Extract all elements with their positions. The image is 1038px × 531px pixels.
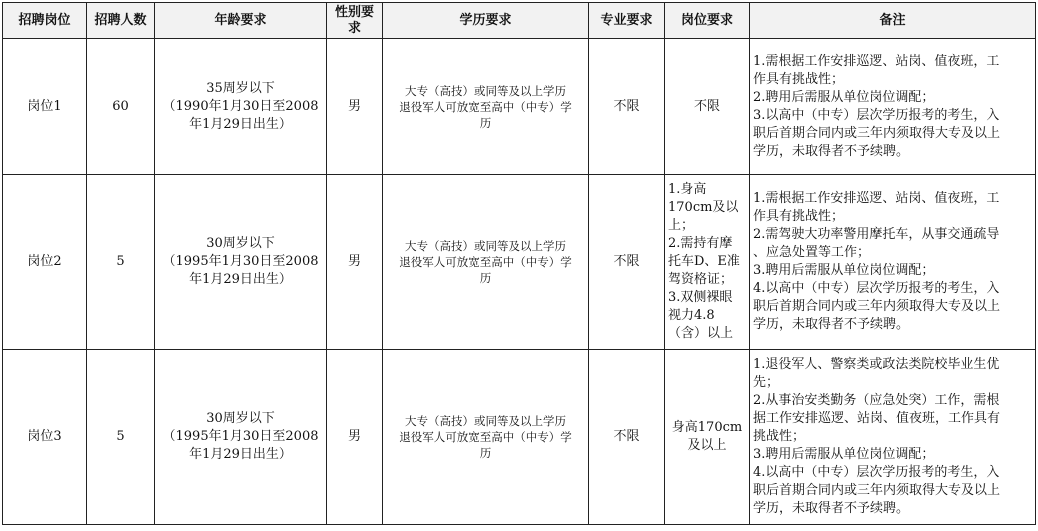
job-req-line: 170cm及以 xyxy=(668,200,739,215)
note-line: 作具有挑战性； xyxy=(753,71,845,87)
note-line: 1.需根据工作安排巡逻、站岗、值夜班，工 xyxy=(753,53,1000,69)
note-line: 据工作安排巡逻、站岗、值夜班，工作具有 xyxy=(753,411,1001,426)
age-line: 年1月29日出生） xyxy=(189,116,292,132)
cell-gender: 男 xyxy=(327,350,383,525)
age-line: （1990年1月30日至2008 xyxy=(162,98,319,114)
job-req-line: 3.双侧裸眼 xyxy=(668,290,733,305)
note-line: 1.需根据工作安排巡逻、站岗、值夜班，工 xyxy=(753,191,1000,206)
note-line: 学历，未取得者不予续聘。 xyxy=(753,501,910,516)
table-row xyxy=(3,350,1036,525)
cell-education xyxy=(383,350,589,525)
note-line: 学历，未取得者不予续聘。 xyxy=(753,317,910,332)
cell-job-requirements xyxy=(665,39,750,175)
note-line: 3.以高中（中专）层次学历报考的考生，入 xyxy=(753,107,1000,123)
cell-position: 岗位2 xyxy=(3,175,87,350)
header-notes: 备注 xyxy=(750,3,1036,39)
job-req-line: 身高170cm xyxy=(671,420,743,435)
job-req-line: 视力4.8 xyxy=(668,308,715,323)
note-line: 2.需驾驶大功率警用摩托车，从事交通疏导 xyxy=(753,227,1000,242)
age-line: 35周岁以下 xyxy=(206,80,275,96)
header-job-requirements: 岗位要求 xyxy=(665,3,750,39)
age-line: （1995年1月30日至2008 xyxy=(162,254,319,269)
note-line: 1.退役军人、警察类或政法类院校毕业生优 xyxy=(753,357,1000,372)
header-row xyxy=(3,3,1036,39)
note-line: 职后首期合同内或三年内须取得大专及以上 xyxy=(753,125,1001,141)
header-count: 招聘人数 xyxy=(87,3,155,39)
job-req-line: 驾资格证； xyxy=(668,272,734,287)
cell-notes xyxy=(750,175,1036,350)
job-req-line: 1.身高 xyxy=(668,182,707,197)
cell-age xyxy=(155,175,327,350)
note-line: 先； xyxy=(753,375,780,390)
cell-age xyxy=(155,39,327,175)
age-line: 30周岁以下 xyxy=(206,236,275,251)
note-line: 2.聘用后需服从单位岗位调配； xyxy=(753,89,935,105)
cell-count: 60 xyxy=(87,39,155,175)
recruitment-table xyxy=(2,2,1036,525)
note-line: 、应急处置等工作； xyxy=(753,245,871,260)
header-age: 年龄要求 xyxy=(155,3,327,39)
job-req-line: 上； xyxy=(668,218,695,233)
cell-count: 5 xyxy=(87,350,155,525)
note-line: 挑战性； xyxy=(753,429,806,444)
age-line: 年1月29日出生） xyxy=(189,272,292,287)
cell-notes xyxy=(750,39,1036,175)
job-req-line: 及以上 xyxy=(687,438,727,453)
note-line: 4.以高中（中专）层次学历报考的考生，入 xyxy=(753,465,1000,480)
cell-gender: 男 xyxy=(327,39,383,175)
job-req-line: 2.需持有摩 xyxy=(668,236,733,251)
education-line: 大专（高技）或同等及以上学历 xyxy=(405,83,566,98)
header-gender: 性别要求 xyxy=(327,3,383,39)
note-line: 3.聘用后需服从单位岗位调配； xyxy=(753,447,935,462)
cell-gender: 男 xyxy=(327,175,383,350)
header-education: 学历要求 xyxy=(383,3,589,39)
job-req-line: 托车D、E准 xyxy=(668,254,740,269)
age-line: （1995年1月30日至2008 xyxy=(162,429,319,444)
note-line: 4.以高中（中专）层次学历报考的考生，入 xyxy=(753,281,1000,296)
cell-education xyxy=(383,175,589,350)
job-req-line: （含）以上 xyxy=(668,326,734,341)
note-line: 职后首期合同内或三年内须取得大专及以上 xyxy=(753,483,1001,498)
cell-position: 岗位3 xyxy=(3,350,87,525)
note-line: 作具有挑战性； xyxy=(753,209,845,224)
cell-job-requirements xyxy=(665,350,750,525)
education-line: 历 xyxy=(479,115,492,130)
education-line: 历 xyxy=(479,271,492,285)
age-line: 年1月29日出生） xyxy=(189,447,292,462)
cell-count: 5 xyxy=(87,175,155,350)
note-line: 职后首期合同内或三年内须取得大专及以上 xyxy=(753,299,1001,314)
table-row xyxy=(3,175,1036,350)
cell-education xyxy=(383,39,589,175)
education-line: 退役军人可放宽至高中（中专）学 xyxy=(399,255,572,269)
age-line: 30周岁以下 xyxy=(206,411,275,426)
header-position: 招聘岗位 xyxy=(3,3,87,39)
cell-major: 不限 xyxy=(589,39,665,175)
cell-job-requirements xyxy=(665,175,750,350)
cell-position: 岗位1 xyxy=(3,39,87,175)
education-line: 退役军人可放宽至高中（中专）学 xyxy=(399,430,572,444)
note-line: 3.聘用后需服从单位岗位调配； xyxy=(753,263,935,278)
cell-major: 不限 xyxy=(589,175,665,350)
job-req-line: 不限 xyxy=(693,98,720,114)
note-line: 学历，未取得者不予续聘。 xyxy=(753,143,910,159)
cell-age xyxy=(155,350,327,525)
education-line: 退役军人可放宽至高中（中专）学 xyxy=(399,99,572,114)
education-line: 历 xyxy=(479,446,492,460)
note-line: 2.从事治安类勤务（应急处突）工作，需根 xyxy=(753,393,1000,408)
education-line: 大专（高技）或同等及以上学历 xyxy=(405,239,566,253)
header-major: 专业要求 xyxy=(589,3,665,39)
table-row xyxy=(3,39,1036,175)
education-line: 大专（高技）或同等及以上学历 xyxy=(405,414,566,428)
cell-major: 不限 xyxy=(589,350,665,525)
cell-notes xyxy=(750,350,1036,525)
